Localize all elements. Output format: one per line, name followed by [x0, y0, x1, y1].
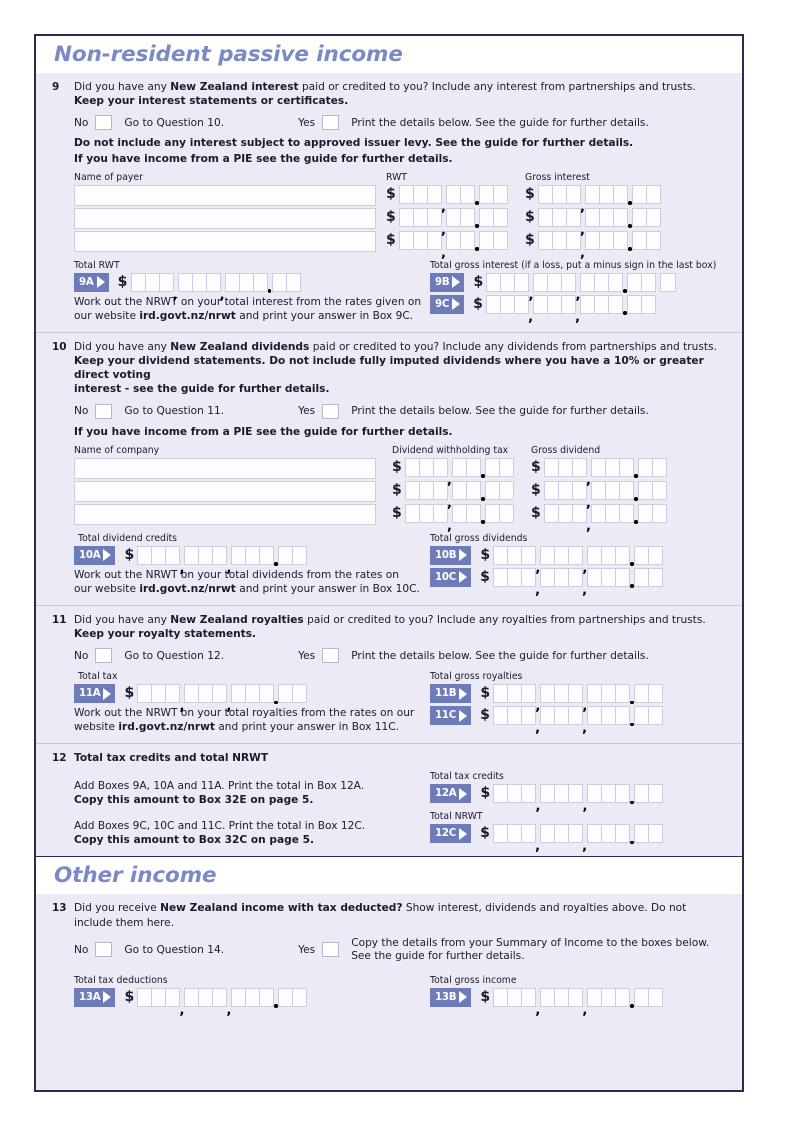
q13-lead: Did you receive [74, 902, 161, 915]
q13-yes-checkbox[interactable] [322, 942, 339, 957]
dollar-sign: $ [531, 481, 541, 498]
q9-name-column [74, 172, 376, 254]
q10-no-checkbox[interactable] [95, 404, 112, 419]
q11-bold-term: New Zealand royalties [170, 613, 304, 626]
q9b-box-row [430, 273, 716, 292]
arrow-icon [459, 788, 467, 800]
q13-no-label: No [74, 943, 89, 956]
q13a-box-row [74, 988, 426, 1007]
q12c-box-row [430, 824, 662, 843]
dollar-sign: $ [117, 273, 128, 290]
arrow-icon [97, 276, 105, 288]
arrow-icon [459, 828, 467, 840]
q10-gross-column [531, 445, 666, 527]
dollar-sign: $ [386, 185, 396, 202]
dollar-sign: $ [480, 785, 491, 802]
q11-tail: paid or credited to you? Include any royalties from partnerships and trusts. [303, 613, 706, 626]
dollar-sign: $ [531, 458, 541, 475]
question-13-block [36, 893, 742, 1075]
box-tag-12a [430, 784, 471, 803]
q10-gross-cells-3[interactable] [544, 504, 666, 523]
q10-gross-row-2 [531, 481, 666, 502]
q9-gross-row-3 [525, 231, 660, 252]
dollar-sign: $ [392, 481, 402, 498]
box-tag-12c-label: 12C [435, 828, 457, 840]
q9-no-label: No [74, 116, 89, 129]
section-header-other-income [36, 856, 742, 893]
q13-total-deductions-caption: Total tax deductions [74, 974, 168, 986]
question-12-block [36, 743, 742, 856]
q10-instr-url: ird.govt.nz/nrwt [139, 582, 236, 595]
q10-lead: Did you have any [74, 340, 171, 353]
q9-lead: Did you have any [74, 81, 171, 93]
dollar-sign: $ [525, 208, 535, 225]
q10-gross-cells-1[interactable] [544, 458, 666, 477]
q9-rwt-row-2 [386, 208, 507, 229]
q11-instruction [74, 706, 426, 734]
question-9-number: 9 [52, 81, 60, 93]
q9-rwt-caption: RWT [386, 171, 407, 183]
q10-no-label: No [74, 405, 89, 418]
q9-rwt-column [386, 172, 507, 254]
q10a-box-row [74, 546, 426, 565]
q9-name-input-3[interactable] [74, 231, 376, 252]
q10-dwt-row-2 [392, 481, 513, 502]
q11-totals-area [74, 671, 726, 734]
q13-yes-action [351, 937, 709, 963]
q10-dwt-column [392, 445, 513, 527]
dollar-sign: $ [124, 988, 135, 1005]
box-tag-13b-label: 13B [435, 991, 457, 1003]
q12-instr2-l1: Add Boxes 9C, 10C and 11C. Print the total in Box 12C. [74, 820, 366, 833]
q13b-box-row [430, 988, 662, 1007]
question-13-text [74, 901, 726, 929]
q9-rwt-cells-3[interactable] [399, 231, 507, 250]
q10-name-input-1[interactable] [74, 458, 376, 479]
q12c-cells[interactable] [493, 824, 662, 843]
q10c-box-row [430, 568, 662, 587]
q10-gross-row-1 [531, 458, 666, 479]
arrow-icon [452, 298, 460, 310]
section-title: Other income [54, 863, 217, 889]
box-tag-10a-label: 10A [79, 549, 101, 561]
q9-totals-area [74, 260, 726, 323]
q11-no-label: No [74, 649, 89, 662]
q9-note-2: If you have income from a PIE see the guide for further details. [74, 152, 453, 165]
q13-no-checkbox[interactable] [95, 942, 112, 957]
q12-instr2-l2: Copy this amount to Box 32C on page 5. [74, 834, 314, 847]
question-9-answer-row [74, 115, 726, 130]
q11-yes-checkbox[interactable] [322, 648, 339, 663]
box-tag-11c-label: 11C [435, 710, 457, 722]
q11-total-gross-caption: Total gross royalties [430, 671, 523, 683]
q9-instr-l1: Work out the NRWT on your total interest from the rates given on [74, 295, 422, 308]
q12-total-nrwt-caption: Total NRWT [430, 811, 483, 823]
q9-gross-caption: Gross interest [525, 171, 590, 183]
q11b-cells[interactable] [493, 684, 662, 703]
dollar-sign: $ [124, 685, 135, 702]
box-tag-11b [430, 684, 471, 703]
box-tag-10c-label: 10C [435, 571, 457, 583]
section-title: Non-resident passive income [54, 42, 403, 67]
q9-instr-l2-pre: our website [74, 309, 140, 322]
q13-totals-area [74, 975, 726, 1007]
q9-gross-row-2 [525, 208, 660, 229]
q10-dwt-row-1 [392, 458, 513, 479]
q9c-box-row [430, 295, 716, 314]
q9-tail: paid or credited to you? Include any interest from partnerships and trusts. [298, 81, 696, 93]
q9-line2: Keep your interest statements or certificates. [74, 95, 349, 108]
q9-gross-column [525, 172, 660, 254]
q11c-cells[interactable] [493, 706, 662, 725]
q9-rwt-row-3 [386, 231, 507, 252]
q10b-cells[interactable] [493, 546, 662, 565]
q9a-cells[interactable] [131, 273, 300, 292]
q10-no-action: Go to Question 11. [124, 405, 225, 418]
question-12-title: Total tax credits and total NRWT [74, 752, 269, 765]
arrow-icon [103, 549, 111, 561]
arrow-icon [459, 688, 467, 700]
q10-gross-caption: Gross dividend [531, 444, 601, 456]
box-tag-9c-label: 9C [435, 298, 450, 310]
dollar-sign: $ [473, 273, 484, 290]
dollar-sign: $ [480, 825, 490, 842]
q9-name-caption: Name of payer [74, 171, 143, 183]
q11-yes-label: Yes [298, 649, 316, 662]
q13b-cells[interactable] [493, 988, 662, 1007]
question-10-block [36, 332, 742, 605]
dollar-sign: $ [480, 988, 491, 1005]
q11-no-checkbox[interactable] [95, 648, 112, 663]
q10-total-credits-caption: Total dividend credits [78, 532, 178, 544]
question-11-answer-row [74, 648, 726, 663]
arrow-icon [103, 991, 111, 1003]
dollar-sign: $ [525, 185, 535, 202]
q12-row-c [74, 811, 726, 847]
dollar-sign: $ [480, 568, 490, 585]
q10-name-caption: Name of company [74, 444, 160, 456]
question-11-block [36, 605, 742, 743]
box-tag-10a [74, 546, 115, 565]
q11-no-action: Go to Question 12. [124, 649, 225, 662]
q11-instr-url: ird.govt.nz/nrwt [118, 721, 215, 734]
box-tag-11c [430, 706, 471, 725]
box-tag-9a [74, 273, 109, 292]
q11-lead: Did you have any [74, 613, 171, 626]
box-tag-10b-label: 10B [435, 549, 457, 561]
q9-instr-url: ird.govt.nz/nrwt [139, 309, 236, 322]
q13-tail: Show interest, dividends and royalties above. Do not include them here. [74, 902, 687, 929]
q11-line2: Keep your royalty statements. [74, 628, 257, 641]
q11c-box-row [430, 706, 662, 725]
q11-total-tax-caption: Total tax [78, 671, 118, 683]
q9-no-action: Go to Question 10. [124, 116, 225, 129]
q9-total-rwt-caption: Total RWT [74, 259, 120, 271]
q9b-minus-sign-box[interactable] [660, 273, 676, 292]
box-tag-9b-label: 9B [435, 276, 450, 288]
q9-bold-term: New Zealand interest [170, 81, 299, 93]
q9-yes-action: Print the details below. See the guide for further details. [351, 116, 649, 129]
dollar-sign: $ [531, 504, 541, 521]
box-tag-10c [430, 568, 471, 587]
q10-dwt-cells-2[interactable] [405, 481, 513, 500]
box-tag-9b [430, 273, 464, 292]
q9-rwt-row-1 [386, 185, 507, 206]
box-tag-11b-label: 11B [435, 688, 457, 700]
q10-tail: paid or credited to you? Include any dividends from partnerships and trusts. [309, 340, 717, 353]
box-tag-13a-label: 13A [79, 991, 101, 1003]
q12-instr1-l2: Copy this amount to Box 32E on page 5. [74, 794, 314, 807]
q9-gross-row-1 [525, 185, 660, 206]
q12a-box-row [430, 784, 662, 803]
dollar-sign: $ [480, 707, 490, 724]
q13-yes-action-l2: See the guide for further details. [351, 949, 525, 962]
q10b-box-row [430, 546, 662, 565]
q9-gross-cells-3[interactable] [538, 231, 660, 250]
question-11-number: 11 [52, 613, 67, 626]
dollar-sign: $ [386, 231, 396, 248]
box-tag-10b [430, 546, 471, 565]
q13-total-gross-caption: Total gross income [430, 974, 517, 986]
q13-yes-action-l1: Copy the details from your Summary of Income to the boxes below. [351, 936, 710, 949]
q13-bold-term: New Zealand income with tax deducted? [160, 902, 403, 915]
dollar-sign: $ [525, 231, 535, 248]
q11a-box-row [74, 684, 426, 703]
q9-total-gross-caption: Total gross interest (if a loss, put a minus sign in the last box) [430, 259, 717, 271]
q9-instr-l2-post: and print your answer in Box 9C. [235, 309, 414, 322]
dollar-sign: $ [392, 504, 402, 521]
q9-rwt-cells-1[interactable] [399, 185, 507, 204]
q9-yes-label: Yes [298, 116, 316, 129]
q10-name-input-2[interactable] [74, 481, 376, 502]
q9b-cells[interactable] [486, 273, 655, 292]
question-10-answer-row [74, 404, 726, 419]
question-9-block [36, 72, 742, 332]
q11b-box-row [430, 684, 662, 703]
q10-name-input-3[interactable] [74, 504, 376, 525]
question-9-text [74, 80, 726, 108]
q9-note-1: Do not include any interest subject to approved issuer levy. See the guide for further details. [74, 137, 634, 150]
q13-no-action: Go to Question 14. [124, 943, 225, 956]
q10-bold-term: New Zealand dividends [170, 340, 310, 353]
dollar-sign: $ [473, 295, 483, 312]
q10-line3: interest - see the guide for further details. [74, 383, 330, 396]
box-tag-11a-label: 11A [79, 688, 101, 700]
q9c-cells[interactable] [486, 295, 655, 314]
q12-instr-1 [74, 779, 426, 807]
q10-yes-action: Print the details below. See the guide for further details. [351, 405, 649, 418]
dollar-sign: $ [392, 458, 402, 475]
q10-instr-l1: Work out the NRWT on your total dividends from the rates on [74, 568, 399, 581]
q9-name-input-1[interactable] [74, 185, 376, 206]
q9-no-checkbox[interactable] [95, 115, 112, 130]
q13a-cells[interactable] [137, 988, 306, 1007]
dollar-sign: $ [386, 208, 396, 225]
question-10-number: 10 [52, 340, 67, 353]
box-tag-9c [430, 295, 464, 314]
q9-gross-cells-1[interactable] [538, 185, 660, 204]
question-13-answer-row [74, 937, 726, 963]
question-10-text [74, 340, 726, 397]
q10-dwt-row-3 [392, 504, 513, 525]
question-12-number: 12 [52, 752, 67, 765]
q11-instr-l1: Work out the NRWT on your total royalties from the rates on our [74, 707, 415, 720]
q10-line2: Keep your dividend statements. Do not include fully imputed dividends where you have a 10% or greater direct voting [74, 355, 704, 382]
q9-yes-checkbox[interactable] [322, 115, 339, 130]
box-tag-13b [430, 988, 471, 1007]
q10-name-column [74, 445, 376, 527]
box-tag-12c [430, 824, 471, 843]
q10-instruction [74, 568, 426, 596]
arrow-icon [459, 571, 467, 583]
page-filler [36, 1075, 742, 1092]
box-tag-12a-label: 12A [435, 788, 457, 800]
dollar-sign: $ [124, 546, 135, 563]
q9-rwt-cells-2[interactable] [399, 208, 507, 227]
arrow-icon [452, 276, 460, 288]
form-page [34, 34, 744, 1092]
question-11-text [74, 613, 726, 641]
section-header-nonresident-passive-income [36, 36, 742, 72]
q12a-cells[interactable] [493, 784, 662, 803]
dollar-sign: $ [480, 685, 491, 702]
q11a-cells[interactable] [137, 684, 306, 703]
q10a-cells[interactable] [137, 546, 306, 565]
q9-payer-table [74, 172, 726, 254]
arrow-icon [103, 688, 111, 700]
q12-instr1-l1: Add Boxes 9A, 10A and 11A. Print the total in Box 12A. [74, 780, 365, 793]
arrow-icon [459, 549, 467, 561]
q12-total-credits-caption: Total tax credits [430, 771, 504, 783]
q9a-box-row [74, 273, 426, 292]
dollar-sign: $ [480, 546, 491, 563]
box-tag-13a [74, 988, 115, 1007]
box-tag-9a-label: 9A [79, 276, 94, 288]
q10-dwt-caption: Dividend withholding tax [392, 444, 509, 456]
q10-instr-l2-post: and print your answer in Box 10C. [235, 582, 420, 595]
q12-row-a [74, 771, 726, 807]
q11-instr-l2-post: and print your answer in Box 11C. [214, 721, 400, 734]
arrow-icon [459, 710, 467, 722]
q10-dwt-cells-1[interactable] [405, 458, 513, 477]
q10-instr-l2-pre: our website [74, 582, 140, 595]
q10-note-1: If you have income from a PIE see the guide for further details. [74, 425, 453, 438]
q10-total-gross-caption: Total gross dividends [430, 532, 528, 544]
q10c-cells[interactable] [493, 568, 662, 587]
q10-gross-cells-2[interactable] [544, 481, 666, 500]
q9-instruction [74, 295, 426, 323]
box-tag-11a [74, 684, 115, 703]
q10-gross-row-3 [531, 504, 666, 525]
q10-totals-area [74, 533, 726, 596]
q10-yes-checkbox[interactable] [322, 404, 339, 419]
q10-dwt-cells-3[interactable] [405, 504, 513, 523]
q11-instr-l2-pre: website [74, 721, 119, 734]
question-13-number: 13 [52, 902, 67, 915]
q11-yes-action: Print the details below. See the guide for further details. [351, 649, 649, 662]
q9-name-input-2[interactable] [74, 208, 376, 229]
q12-instr-2 [74, 819, 426, 847]
q13-yes-label: Yes [298, 943, 316, 956]
q10-yes-label: Yes [298, 405, 316, 418]
q10-company-table [74, 445, 726, 527]
q9-gross-cells-2[interactable] [538, 208, 660, 227]
arrow-icon [459, 991, 467, 1003]
